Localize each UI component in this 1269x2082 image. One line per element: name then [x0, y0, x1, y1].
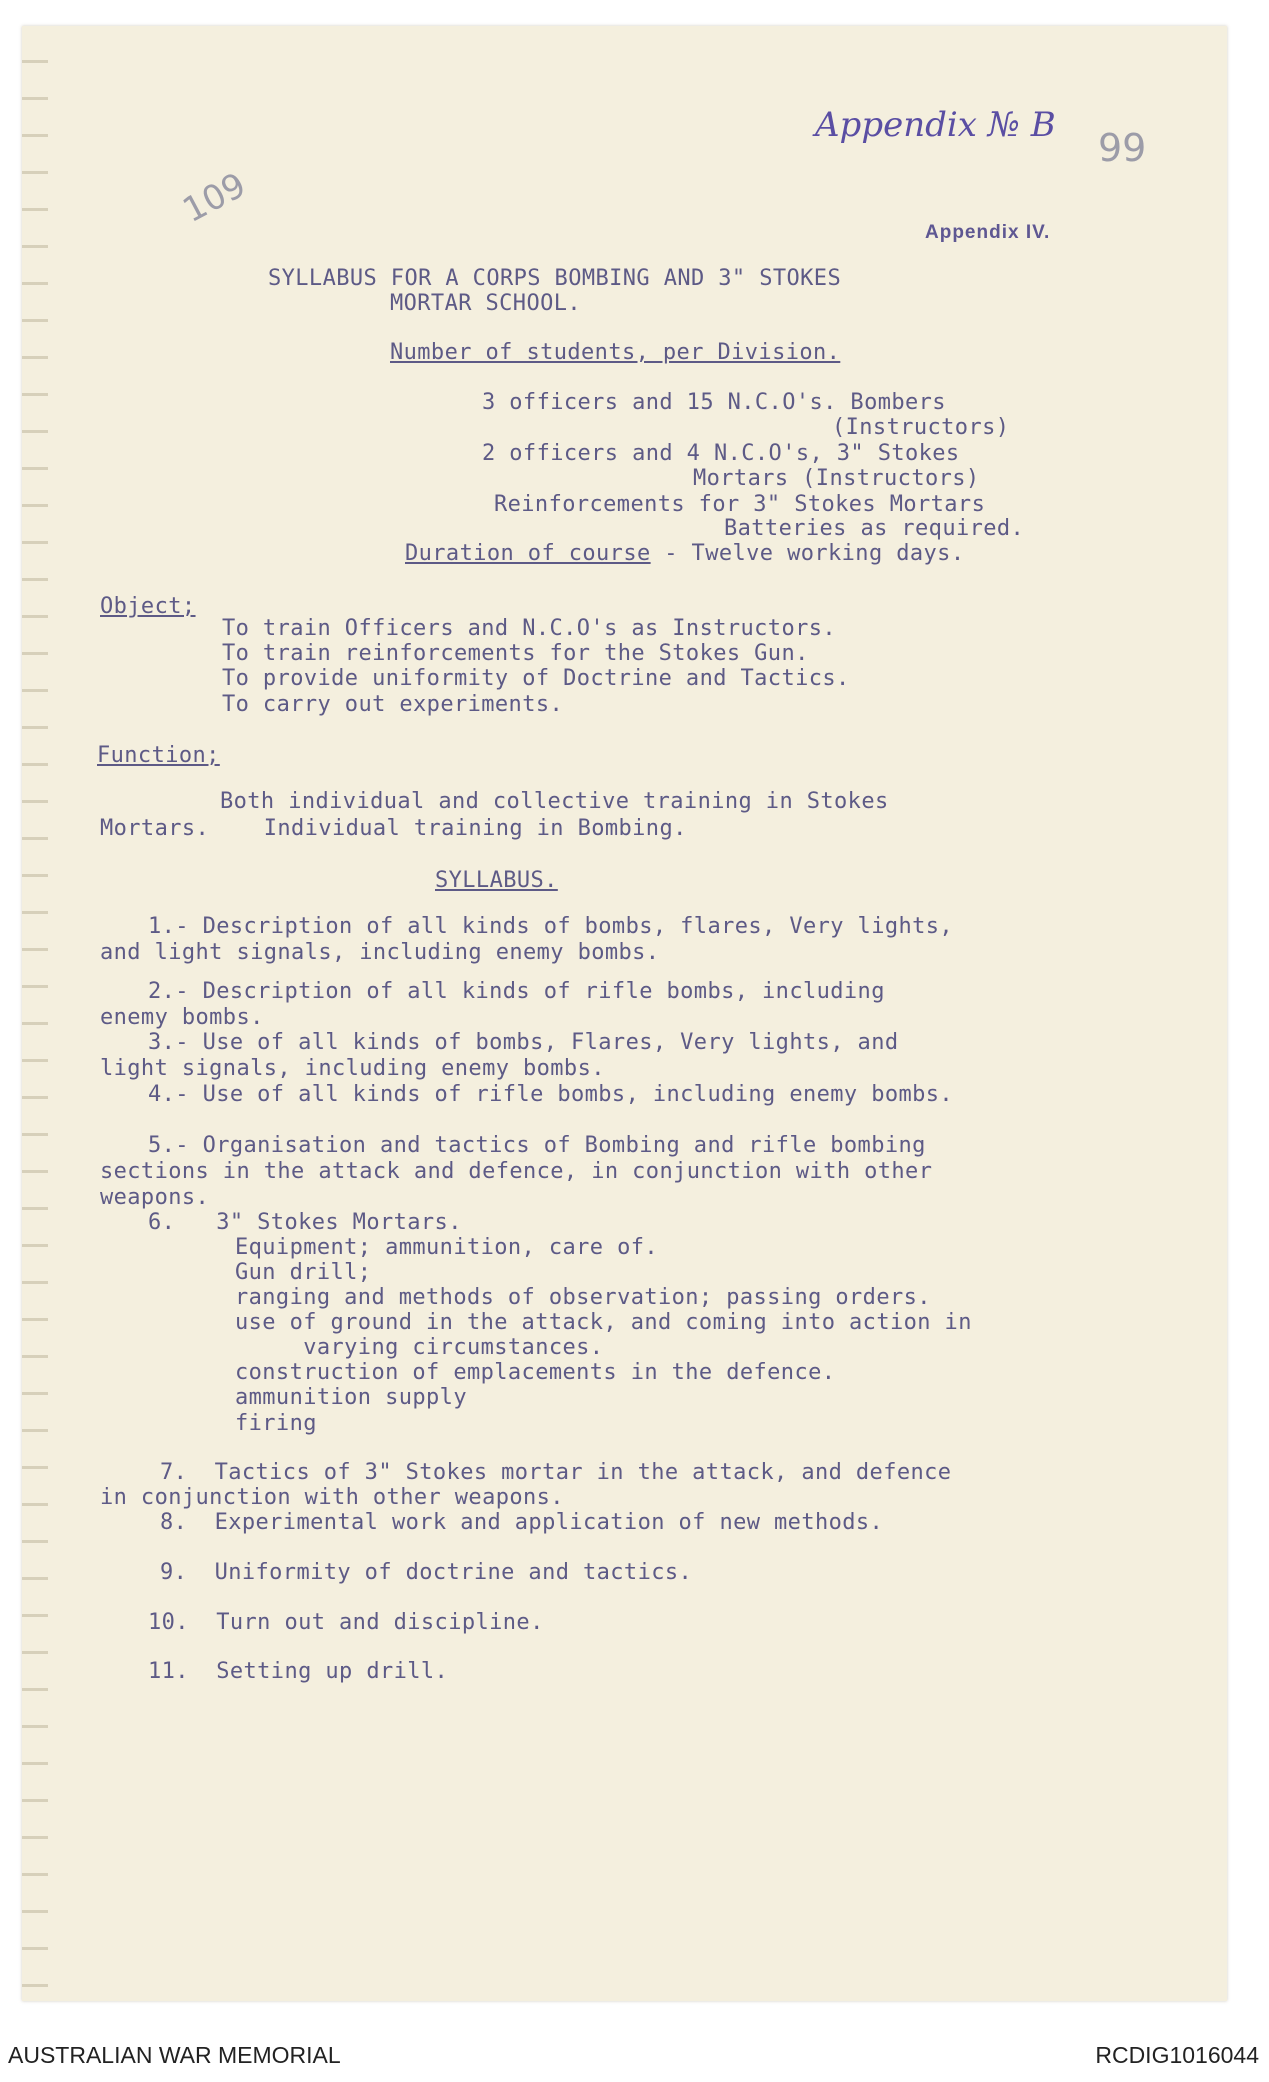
syllabus-item-1: 1.- Description of all kinds of bombs, flares, Very lights, — [148, 914, 954, 939]
item-6-sub: construction of emplacements in the defence. — [235, 1360, 836, 1385]
item-6-sub: varying circumstances. — [235, 1335, 604, 1360]
syllabus-item-3: 3.- Use of all kinds of bombs, Flares, Very lights, and — [148, 1030, 899, 1055]
object-line: To provide uniformity of Doctrine and Tactics. — [222, 666, 850, 691]
students-line: Batteries as required. — [724, 516, 1025, 541]
footer-reference: RCDIG1016044 — [1095, 2042, 1259, 2068]
syllabus-item-3-cont: light signals, including enemy bombs. — [100, 1056, 605, 1081]
item-6-sub: Gun drill; — [235, 1260, 372, 1285]
title-line-2: MORTAR SCHOOL. — [390, 291, 582, 316]
object-line: To train reinforcements for the Stokes Gun. — [222, 641, 809, 666]
syllabus-item-5-cont: sections in the attack and defence, in conjunction with other — [100, 1159, 933, 1184]
students-line: Reinforcements for 3" Stokes Mortars — [494, 492, 986, 517]
duration-line — [405, 541, 964, 567]
syllabus-item-7: 7. Tactics of 3" Stokes mortar in the attack, and defence — [160, 1460, 952, 1485]
syllabus-item-11: 11. Setting up drill. — [148, 1659, 449, 1684]
students-line: Mortars (Instructors) — [693, 466, 980, 491]
folio-number: 99 — [1098, 126, 1147, 170]
syllabus-item-5-cont: weapons. — [100, 1185, 210, 1210]
item-6-sub: firing — [235, 1411, 317, 1436]
duration-value: - Twelve working days. — [650, 541, 965, 566]
syllabus-heading: SYLLABUS. — [435, 868, 558, 893]
syllabus-item-1-cont: and light signals, including enemy bombs. — [100, 940, 660, 965]
object-label: Object; — [100, 594, 196, 619]
function-line-2: Mortars. Individual training in Bombing. — [100, 816, 687, 841]
item-6-sub: ranging and methods of observation; passing orders. — [235, 1285, 931, 1310]
syllabus-item-2: 2.- Description of all kinds of rifle bombs, including — [148, 979, 885, 1004]
students-line: (Instructors) — [832, 415, 1010, 440]
syllabus-item-8: 8. Experimental work and application of new methods. — [160, 1510, 884, 1535]
syllabus-item-5: 5.- Organisation and tactics of Bombing and rifle bombing — [148, 1133, 926, 1158]
syllabus-item-2-cont: enemy bombs. — [100, 1005, 264, 1030]
syllabus-item-9: 9. Uniformity of doctrine and tactics. — [160, 1560, 693, 1585]
function-line-1: Both individual and collective training in Stokes — [220, 789, 889, 814]
appendix-stamp: Appendix IV. — [925, 222, 1051, 243]
students-line: 3 officers and 15 N.C.O's. Bombers — [482, 390, 946, 415]
syllabus-item-4: 4.- Use of all kinds of rifle bombs, including enemy bombs. — [148, 1082, 954, 1107]
object-line: To train Officers and N.C.O's as Instructors. — [222, 616, 837, 641]
item-6-sub: Equipment; ammunition, care of. — [235, 1235, 658, 1260]
appendix-annotation: Appendix № B — [815, 105, 1056, 145]
archive-number: 109 — [176, 165, 253, 231]
students-line: 2 officers and 4 N.C.O's, 3" Stokes — [482, 441, 960, 466]
syllabus-item-7-cont: in conjunction with other weapons. — [100, 1485, 564, 1510]
item-6-sub: ammunition supply — [235, 1385, 467, 1410]
item-6-sub: use of ground in the attack, and coming into action in — [235, 1310, 972, 1335]
duration-label: Duration of course — [405, 541, 651, 566]
students-heading: Number of students, per Division. — [390, 340, 841, 365]
footer-source: AUSTRALIAN WAR MEMORIAL — [8, 2042, 341, 2068]
function-label: Function; — [97, 743, 220, 768]
title-line-1: SYLLABUS FOR A CORPS BOMBING AND 3" STOKES — [268, 266, 842, 291]
object-line: To carry out experiments. — [222, 692, 564, 717]
syllabus-item-10: 10. Turn out and discipline. — [148, 1610, 544, 1635]
syllabus-item-6: 6. 3" Stokes Mortars. — [148, 1210, 462, 1235]
